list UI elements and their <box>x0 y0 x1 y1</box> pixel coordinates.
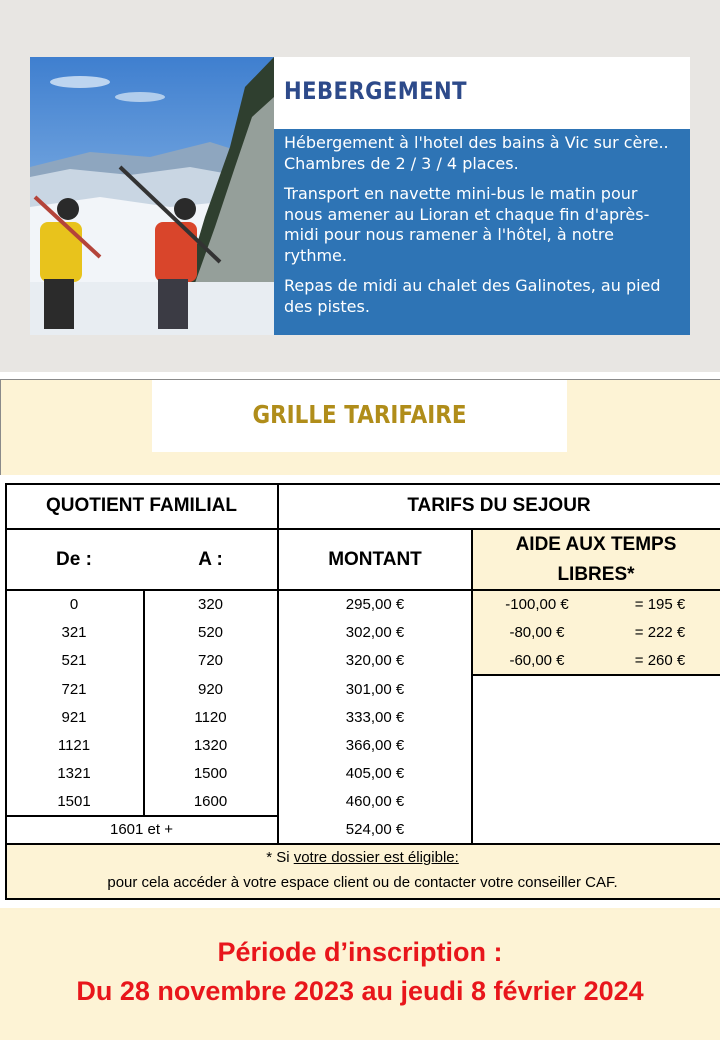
hebergement-paragraph: Hébergement à l'hotel des bains à Vic sur cère.. Chambres de 2 / 3 / 4 places. <box>284 133 669 173</box>
row-de: 0 <box>69 596 79 613</box>
hebergement-header <box>274 57 690 129</box>
row-de: 1121 <box>57 737 91 754</box>
header-quotient-familial: QUOTIENT FAMILIAL <box>45 495 238 516</box>
table-border <box>277 483 279 844</box>
tarif-title-box <box>152 380 567 452</box>
hebergement-paragraph: Transport en navette mini-bus le matin pour nous amener au Lioran et chaque fin d'après-midi pour nous ramener à l'hôtel, à notre rythme. <box>284 184 650 265</box>
row-a: 520 <box>197 624 224 642</box>
row-de: 921 <box>61 708 87 726</box>
table-border <box>5 589 720 591</box>
table-border <box>5 483 720 485</box>
row-de: 1321 <box>57 765 91 783</box>
row-montant: 320,00 € <box>345 652 405 670</box>
row-net: = 195 € <box>634 596 686 613</box>
row-aide: -60,00 € <box>509 652 565 670</box>
table-border <box>143 589 145 816</box>
last-row-montant: 524,00 € <box>345 821 405 838</box>
header-a: A : <box>198 548 223 570</box>
periode-line-1: Période d’inscription : <box>217 937 503 967</box>
row-montant: 460,00 € <box>345 793 405 811</box>
periode-section-background <box>0 908 720 1040</box>
row-a: 1600 <box>193 793 228 811</box>
tarif-table <box>5 483 720 900</box>
grille-tarifaire-title: GRILLE TARIFAIRE <box>252 400 467 429</box>
row-a: 720 <box>197 652 224 670</box>
table-border <box>5 843 720 845</box>
row-a: 1320 <box>193 737 228 754</box>
note-line-2: pour cela accéder à votre espace client ou de contacter votre conseiller CAF. <box>107 874 618 891</box>
row-de: 521 <box>61 652 87 670</box>
row-de: 721 <box>61 680 87 698</box>
row-montant: 295,00 € <box>345 596 405 613</box>
table-border <box>472 674 720 676</box>
header-de: De : <box>56 548 92 570</box>
row-de: 1501 <box>57 793 91 811</box>
table-border <box>5 483 7 900</box>
note-line-1 <box>5 849 720 866</box>
row-a: 920 <box>197 680 224 698</box>
header-montant: MONTANT <box>328 548 422 570</box>
last-row-label: 1601 et + <box>110 821 173 838</box>
table-border <box>471 528 473 844</box>
hebergement-paragraph: Repas de midi au chalet des Galinotes, au pied des pistes. <box>284 276 661 316</box>
header-tarifs-sejour: TARIFS DU SEJOUR <box>407 495 591 516</box>
periode-line-2: Du 28 novembre 2023 au jeudi 8 février 2024 <box>76 976 644 1006</box>
row-montant: 333,00 € <box>345 708 405 726</box>
table-border <box>5 815 278 817</box>
table-border <box>5 528 720 530</box>
hebergement-description <box>274 129 690 335</box>
row-montant: 301,00 € <box>345 680 405 698</box>
hebergement-title: HEBERGEMENT <box>284 77 468 105</box>
note-prefix: * Si <box>266 849 294 866</box>
header-aide-temps-libres: AIDE AUX TEMPS LIBRES* <box>515 533 677 585</box>
row-de: 321 <box>61 624 87 642</box>
row-aide: -100,00 € <box>505 596 569 613</box>
row-net: = 222 € <box>634 624 686 642</box>
row-montant: 302,00 € <box>345 624 405 642</box>
row-montant: 405,00 € <box>345 765 405 783</box>
row-a: 1500 <box>193 765 228 783</box>
table-border <box>5 898 720 900</box>
row-aide: -80,00 € <box>509 624 565 642</box>
row-montant: 366,00 € <box>345 737 405 754</box>
row-net: = 260 € <box>634 652 686 670</box>
ski-photo <box>30 57 274 335</box>
row-a: 1120 <box>194 708 227 726</box>
note-eligible: votre dossier est éligible: <box>293 849 459 866</box>
row-a: 320 <box>197 596 224 613</box>
